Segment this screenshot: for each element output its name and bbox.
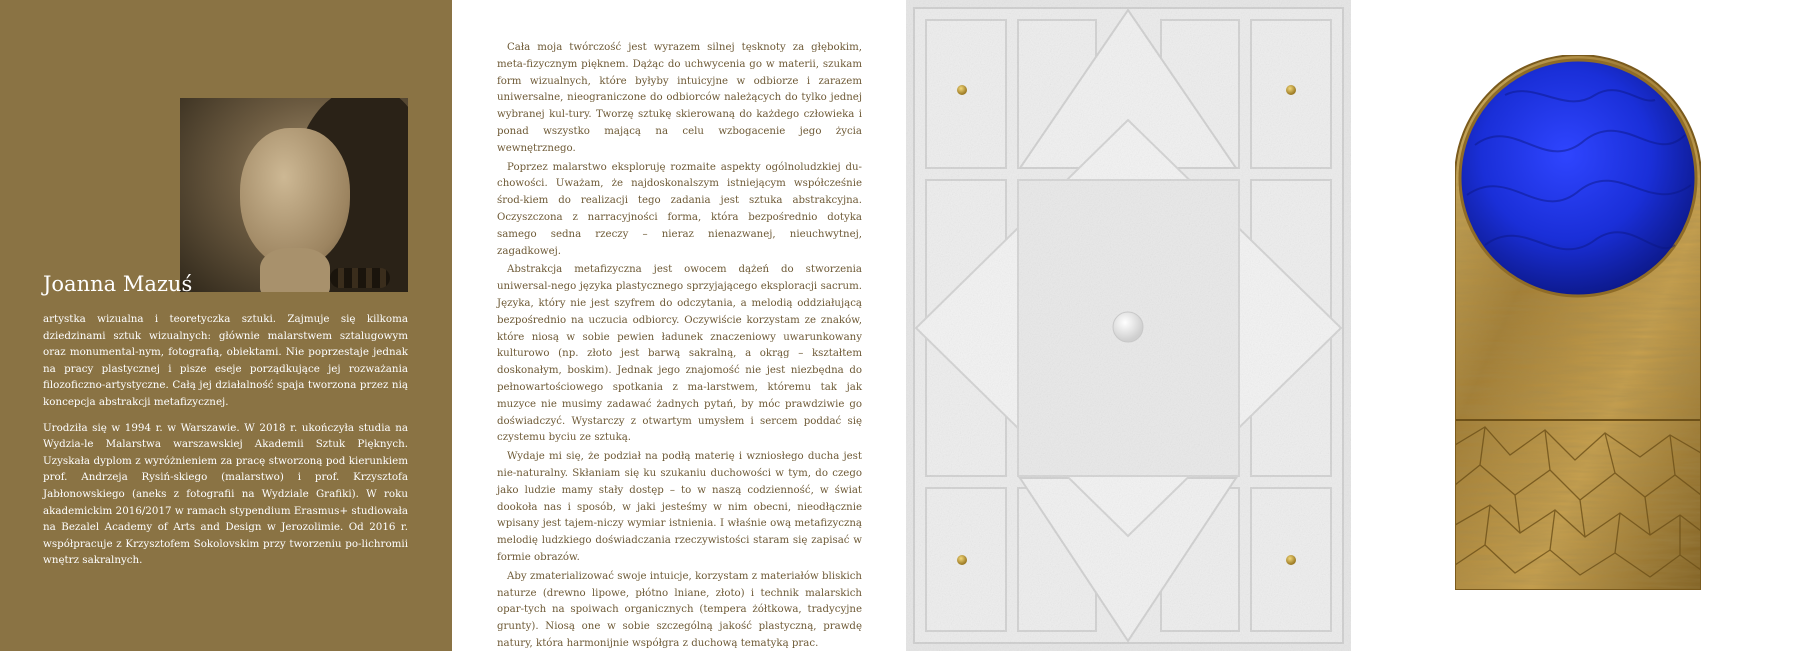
gold-artwork-panel — [1351, 0, 1800, 651]
essay-paragraph: Cała moja twórczość jest wyrazem silnej tęsknoty za głębokim, meta-fizycznym pięknem. Dążąc do uchwycenia go w materii, szukam form wizualnych, które byłyby intuicyjne w odbiorze i zarazem uniwersalne, nieograniczone do odbiorców należących do tylko jednej wybranej kul-tury. Tworzę sztukę skierowaną do każdego człowieka i ponad wszystko mającą na celu wzbogacenie jego życia wewnętrznego. — [497, 42, 862, 154]
portrait-photo — [180, 98, 408, 292]
essay-paragraph: Aby zmaterializować swoje intuicje, korzystam z materiałów bliskich naturze (drewno lipowe, płótno lniane, złoto) i technik malarskich opar-tych na spoiwach organicznych (tempera żółtkowa, tradycyjne grunty). Niosą one w sobie szczególną jakość plastyczną, prawdę natury, która harmonijnie współgra z duchową tematyką prac. — [497, 570, 862, 649]
portrait-necklace — [330, 268, 390, 288]
bio-panel — [0, 0, 452, 651]
bio-paragraph: Urodziła się w 1994 r. w Warszawie. W 2018 r. ukończyła studia na Wydzia-le Malarstwa warszawskiej Akademii Sztuk Pięknych. Uzyskała dyplom z wyróżnieniem za pracę stworzoną pod kierunkiem prof. Andrzeja Rysiń-skiego (malarstwo) i prof. Krzysztofa Jabłonowskiego (aneks z fotografii na Wydziale Grafiki). W roku akademickim 2016/2017 w ramach stypendium Erasmus+ studiowała na Bezalel Academy of Arts and Design w Jerozolimie. Od 2016 r. współpracuje z Krzysztofem Sokolovskim przy tworzeniu po-lichromii wnętrz sakralnych. — [43, 421, 408, 567]
bio-paragraph: artystka wizualna i teoretyczka sztuki. Zajmuje się kilkoma dziedzinami sztuk wizualnych: głównie malarstwem sztalugowym oraz monumental-nym, fotografią, obiektami. Nie poprzestaje jednak na pracy plastycznej i pisze eseje porządkujące jej rozważania filozoficzno-artystyczne. Całą jej działalność spaja tworzona przez nią koncepcja abstrakcji metafizycznej. — [43, 313, 408, 408]
portrait-face — [240, 128, 350, 268]
essay-panel — [452, 0, 904, 651]
essay-paragraph: Abstrakcja metafizyczna jest owocem dążeń do stworzenia uniwersal-nego języka plastycznego sprzyjającego eksploracji sacrum. Języka, który nie jest szyfrem do odczytania, a melodią oddziałującą bezpośrednio na uczucia odbiorcy. Oczywiście korzystam ze znaków, które niosą w sobie pewien ładunek znaczeniowy uwarunkowany kulturowo (np. złoto jest barwą sakralną, a okrąg – kształtem doskonałym, boskim). Jednak jego znajomość nie jest niezbędna do pełnowartościowego spotkania z ma-larstwem, któremu tak jak muzyce nie musimy zadawać żadnych pytań, by móc prawdziwie go doświadczyć. Wystarczy z otwartym umysłem i sercem poddać się czystemu byciu ze sztuką. — [497, 264, 862, 444]
relief-artwork-panel — [906, 0, 1351, 651]
white-relief-artwork — [906, 0, 1351, 651]
bio-text — [43, 311, 408, 578]
gold-blue-arch-artwork — [1455, 55, 1701, 590]
essay-paragraph: Wydaje mi się, że podział na podłą materię i wzniosłego ducha jest nie-naturalny. Skłaniam się ku szukaniu duchowości w tym, do czego jako ludzie mamy stały dostęp – to w naszą codzienność, w świat dookoła nas i sposób, w jaki jesteśmy w nim obecni, nieodłącznie wpisany jest tajem-niczy wymiar istnienia. I właśnie ową metafizyczną melodię ludzkiego doświadczania rzeczywistości staram się zapisać w formie obrazów. — [497, 451, 862, 563]
essay-paragraph: Poprzez malarstwo eksploruję rozmaite aspekty ogólnoludzkiej du-chowości. Uważam, że najdoskonalszym istniejącym współcześnie środ-kiem do realizacji tego zadania jest sztuka abstrakcyjna. Oczyszczona z narracyjności forma, która bezpośrednio dotyka samego sedna rzeczy – nieraz nienazwanej, nieuchwytnej, zagadkowej. — [497, 161, 862, 257]
portrait-hand — [260, 248, 330, 292]
essay-text — [497, 40, 862, 651]
artist-name: Joanna Mazuś — [43, 272, 193, 296]
